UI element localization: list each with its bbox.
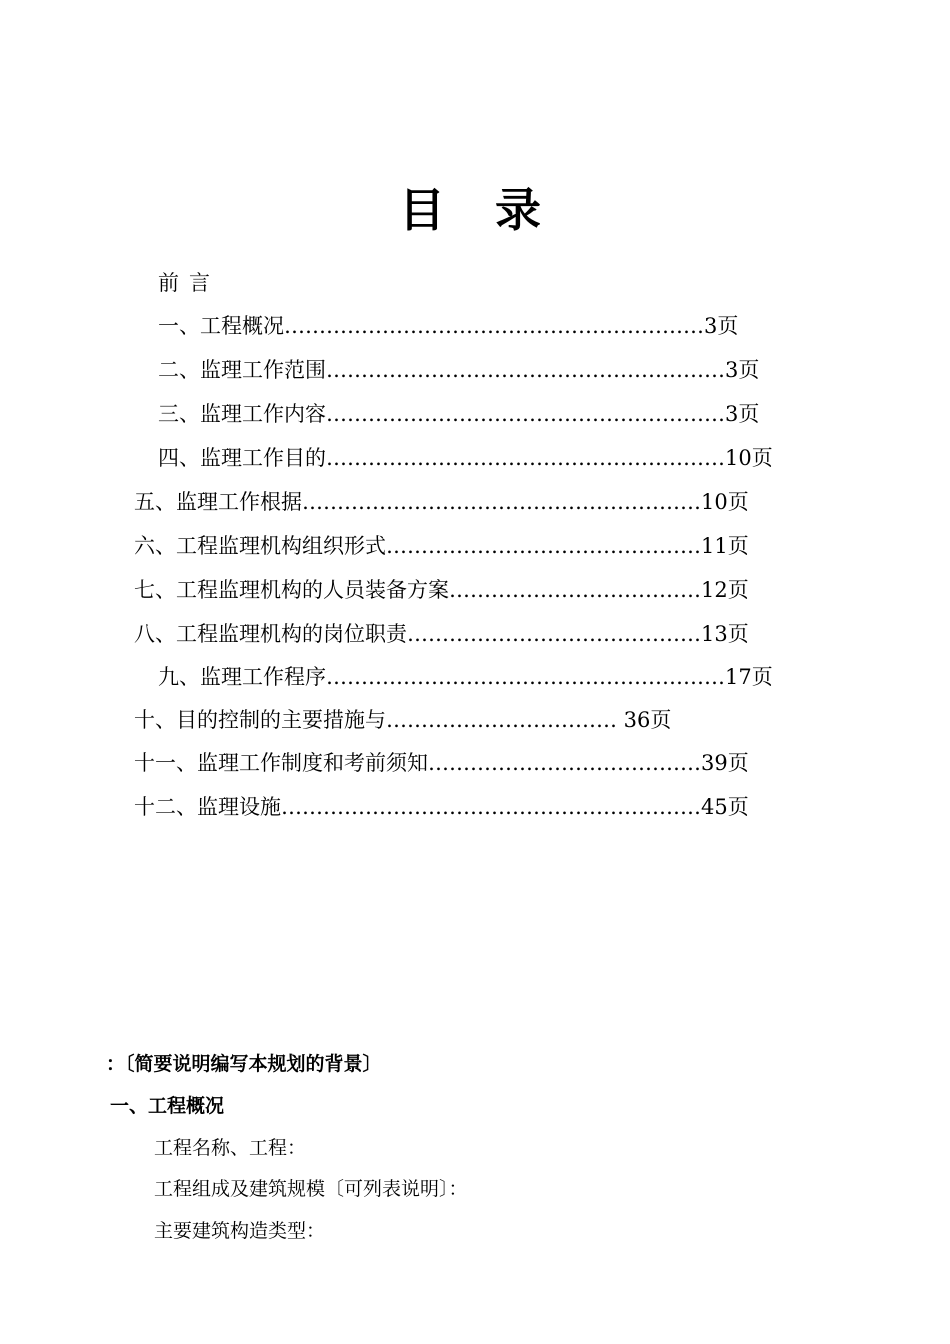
toc-entry: 六、工程监理机构组织形式………………………………………11页 xyxy=(134,534,749,558)
paragraph: 主要建筑构造类型： xyxy=(154,1220,326,1242)
toc-entry: 十二、监理设施……………………………………………………45页 xyxy=(134,795,749,819)
toc-entry: 二、监理工作范围…………………………………………………3页 xyxy=(158,358,760,382)
paragraph: 工程名称、工程： xyxy=(154,1137,307,1159)
toc-preface: 前言 xyxy=(158,271,220,295)
toc-entry: 八、工程监理机构的岗位职责……………………………………13页 xyxy=(134,622,749,646)
toc-entry: 四、监理工作目的…………………………………………………10页 xyxy=(158,446,773,470)
intro-heading: ：〔简要说明编写本规划的背景〕 xyxy=(106,1053,382,1075)
toc-entry: 九、监理工作程序…………………………………………………17页 xyxy=(158,665,773,689)
toc-entry: 三、监理工作内容…………………………………………………3页 xyxy=(158,402,760,426)
paragraph: 工程组成及建筑规模〔可列表说明〕： xyxy=(154,1178,468,1200)
toc-entry: 十一、监理工作制度和考前须知…………………………………39页 xyxy=(134,751,749,775)
toc-entry: 一、工程概况……………………………………………………3页 xyxy=(158,314,739,338)
toc-entry: 五、监理工作根据…………………………………………………10页 xyxy=(134,490,749,514)
toc-entry: 七、工程监理机构的人员装备方案………………………………12页 xyxy=(134,578,749,602)
section-heading: 一、工程概况 xyxy=(110,1095,225,1117)
page-title: 目录 xyxy=(399,183,591,237)
toc-entry: 十、目的控制的主要措施与…………………………… 36页 xyxy=(134,708,672,732)
